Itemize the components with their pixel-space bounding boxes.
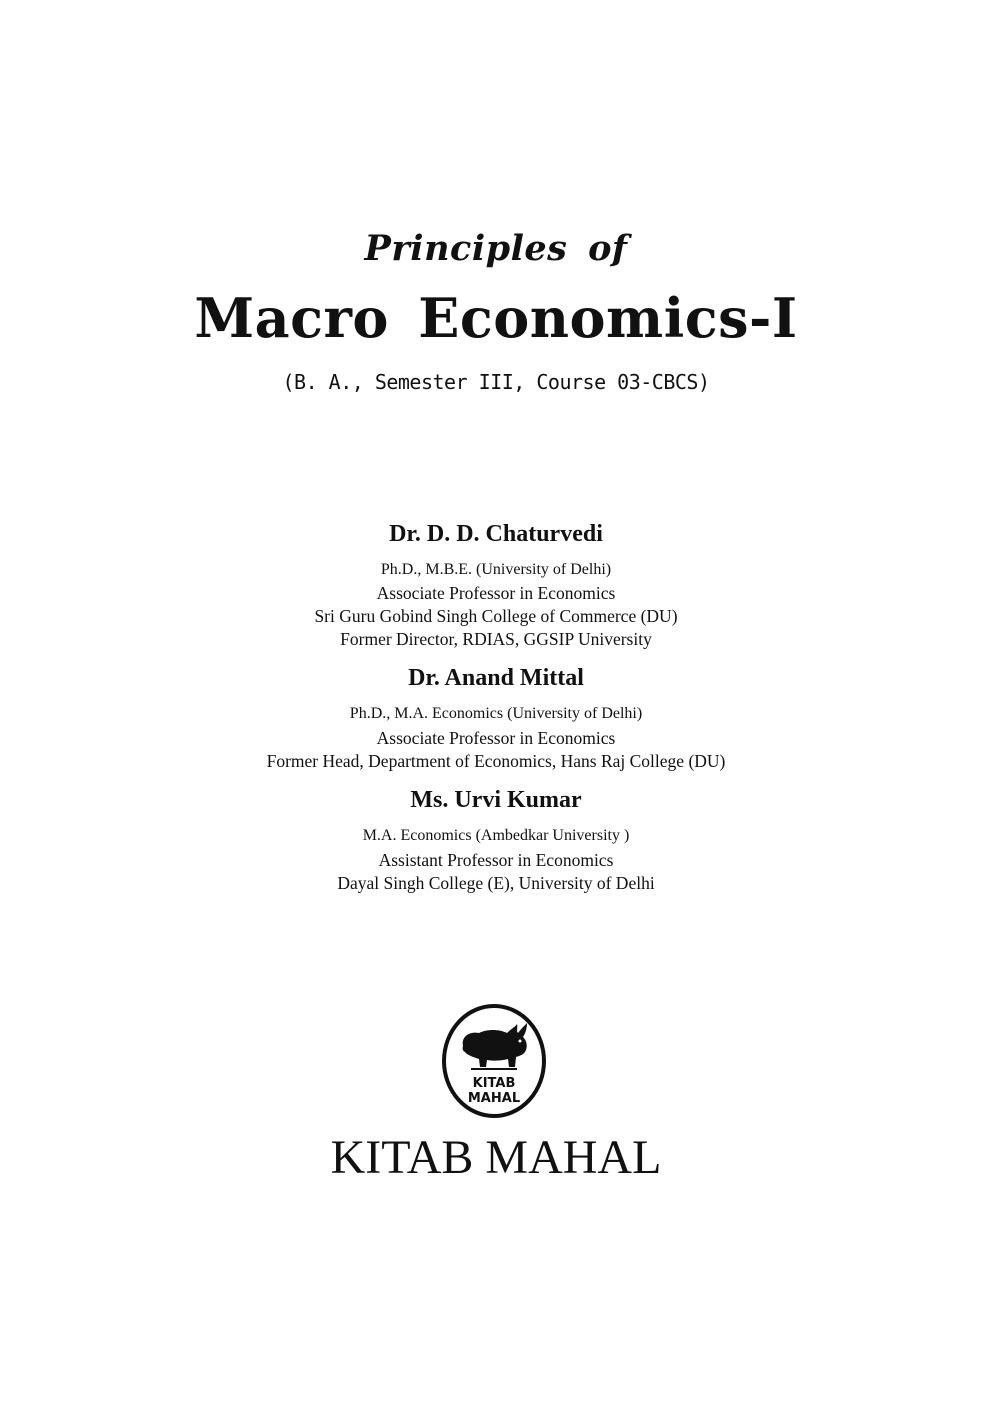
- author-1-former-role: Former Director, RDIAS, GGSIP University: [340, 629, 652, 649]
- author-3-position: Assistant Professor in Economics: [378, 850, 614, 870]
- author-2-former-role: Former Head, Department of Economics, Hans Raj College (DU): [266, 751, 726, 771]
- logo-text-line1: KITAB: [472, 1076, 516, 1091]
- author-1-affiliation: Sri Guru Gobind Singh College of Commerce (DU): [314, 606, 678, 626]
- book-title-main: Macro Economics-I: [194, 286, 798, 350]
- logo-text-line2: MAHAL: [467, 1091, 521, 1106]
- author-1-position: Associate Professor in Economics: [376, 583, 616, 603]
- book-subtitle: (B. A., Semester III, Course 03-CBCS): [282, 370, 710, 394]
- author-3-credential: M.A. Economics (Ambedkar University ): [362, 827, 630, 844]
- rhino-emblem-icon: [441, 1003, 547, 1119]
- book-title-line1: Principles of: [364, 228, 628, 269]
- publisher-name: KITAB MAHAL: [330, 1131, 662, 1184]
- author-name-3: Ms. Urvi Kumar: [410, 787, 582, 813]
- publisher-logo: [441, 1003, 547, 1119]
- author-name-1: Dr. D. D. Chaturvedi: [389, 521, 603, 547]
- author-2-credential: Ph.D., M.A. Economics (University of Delhi): [349, 705, 643, 722]
- author-3-affiliation: Dayal Singh College (E), University of Delhi: [337, 873, 655, 893]
- author-2-position: Associate Professor in Economics: [376, 728, 616, 748]
- author-1-credential: Ph.D., M.B.E. (University of Delhi): [380, 561, 612, 578]
- author-name-2: Dr. Anand Mittal: [408, 665, 584, 691]
